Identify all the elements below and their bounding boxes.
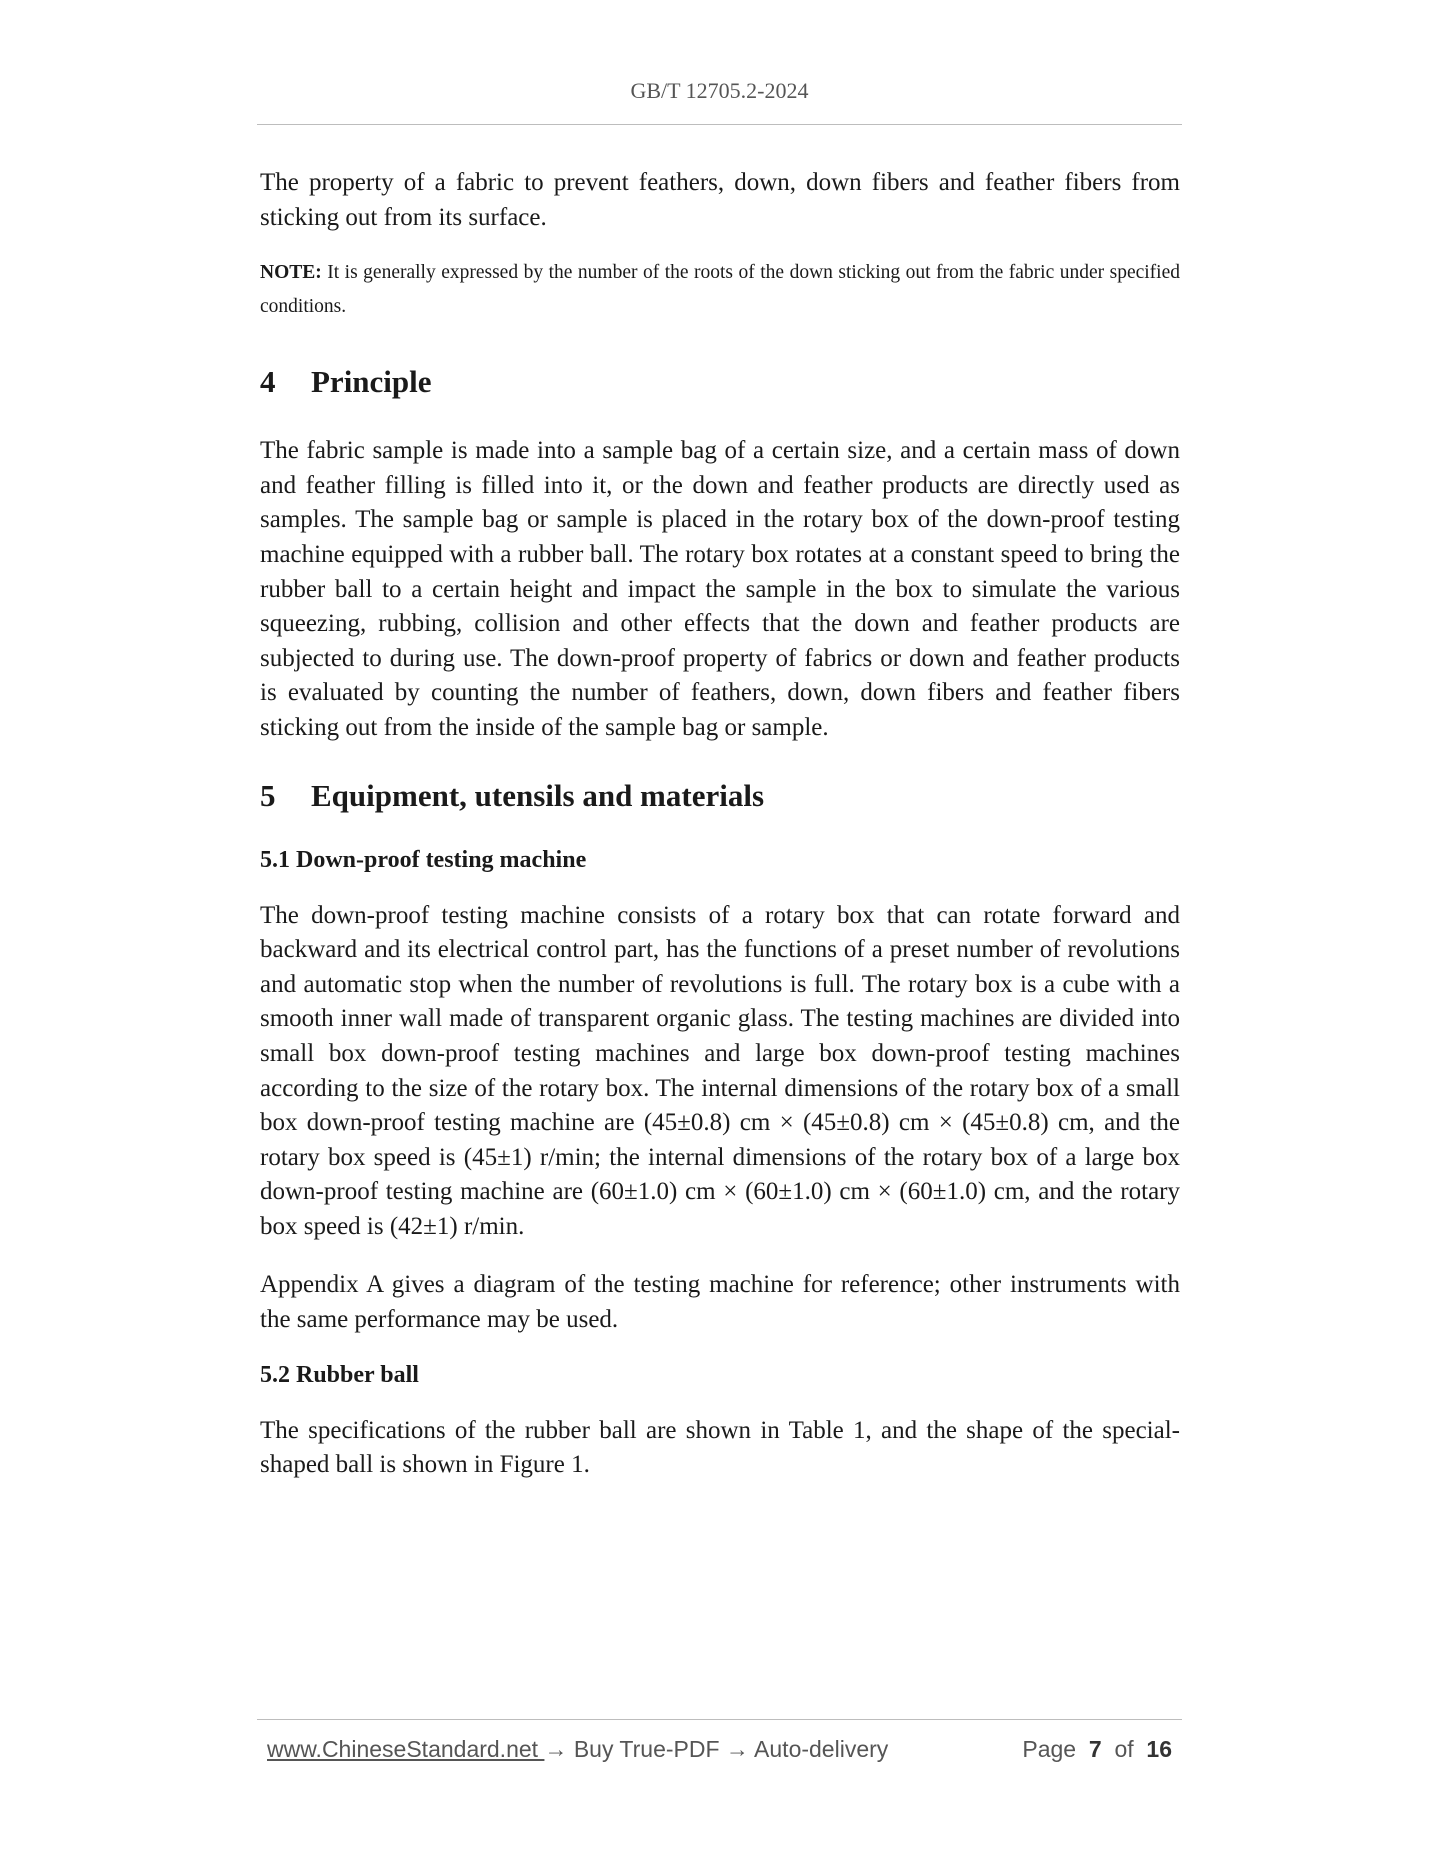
section-4-heading: [260, 362, 1180, 402]
chinesestandard-link[interactable]: www.ChineseStandard.net: [267, 1736, 545, 1762]
note: [260, 256, 1180, 324]
note-text: It is generally expressed by the number of the roots of the down sticking out from the fabric under specified conditions.: [260, 262, 1180, 318]
note-label: NOTE:: [260, 262, 322, 284]
intro-paragraph: The property of a fabric to prevent feathers, down, down fibers and feather fibers from sticking out from its surface.: [260, 169, 1180, 231]
appendix-paragraph: Appendix A gives a diagram of the testing machine for reference; other instruments with the same performance may be used.: [260, 1271, 1180, 1334]
header-divider: [257, 124, 1182, 125]
testing-machine-paragraph: The down-proof testing machine consists of a rotary box that can rotate forward and backward and its electrical control part, has the functions of a preset number of revolutions and automatic stop when the number of revolutions is full. The rotary box is a cube with a smooth inner wall made of transparent organic glass. The testing machines are divided into small box down-proof testing machines and large box down-proof testing machines according to the size of the rotary box. The internal dimensions of the rotary box of a small box down-proof testing machine are (45±0.8) cm × (45±0.8) cm × (45±0.8) cm, and the rotary box speed is (45±1) r/min; the internal dimensions of the rotary box of a large box down-proof testing machine are (60±1.0) cm × (60±1.0) cm × (60±1.0) cm, and the rotary box speed is (42±1) r/min.: [260, 901, 1180, 1240]
page-number: [1022, 1736, 1172, 1763]
section-5-2-heading: 5.2 Rubber ball: [260, 1361, 419, 1388]
rubber-ball-paragraph: The specifications of the rubber ball are shown in Table 1, and the shape of the special-shaped ball is shown in Figure 1.: [260, 1416, 1180, 1479]
footer-divider: [257, 1719, 1182, 1720]
footer-tagline: → Buy True-PDF → Auto-delivery: [544, 1736, 889, 1762]
section-5-1-heading: 5.1 Down-proof testing machine: [260, 846, 587, 873]
footer-promo: [267, 1736, 888, 1763]
section-5-number: 5: [260, 777, 276, 813]
page-total: 16: [1146, 1736, 1172, 1762]
page-current: 7: [1088, 1736, 1102, 1762]
page-header: GB/T 12705.2-2024: [630, 78, 809, 103]
page-footer: [267, 1730, 1172, 1770]
section-4-title: Principle: [311, 364, 432, 400]
page-content: [260, 166, 1180, 1483]
section-5-title: Equipment, utensils and materials: [311, 777, 765, 813]
page-label: Page: [1022, 1736, 1077, 1762]
principle-paragraph: The fabric sample is made into a sample bag of a certain size, and a certain mass of down and feather filling is filled into it, or the down and feather products are directly used as samples. The sample bag or sample is placed in the rotary box of the down-proof testing machine equipped with a rubber ball. The rotary box rotates at a constant speed to bring the rubber ball to a certain height and impact the sample in the box to simulate the various squeezing, rubbing, collision and other effects that the down and feather products are subjected to during use. The down-proof property of fabrics or down and feather products is evaluated by counting the number of feathers, down, down fibers and feather fibers sticking out from the inside of the sample bag or sample.: [260, 437, 1180, 741]
section-5-heading: [260, 776, 1180, 816]
section-4-number: 4: [260, 364, 276, 400]
page-of: of: [1114, 1736, 1134, 1762]
